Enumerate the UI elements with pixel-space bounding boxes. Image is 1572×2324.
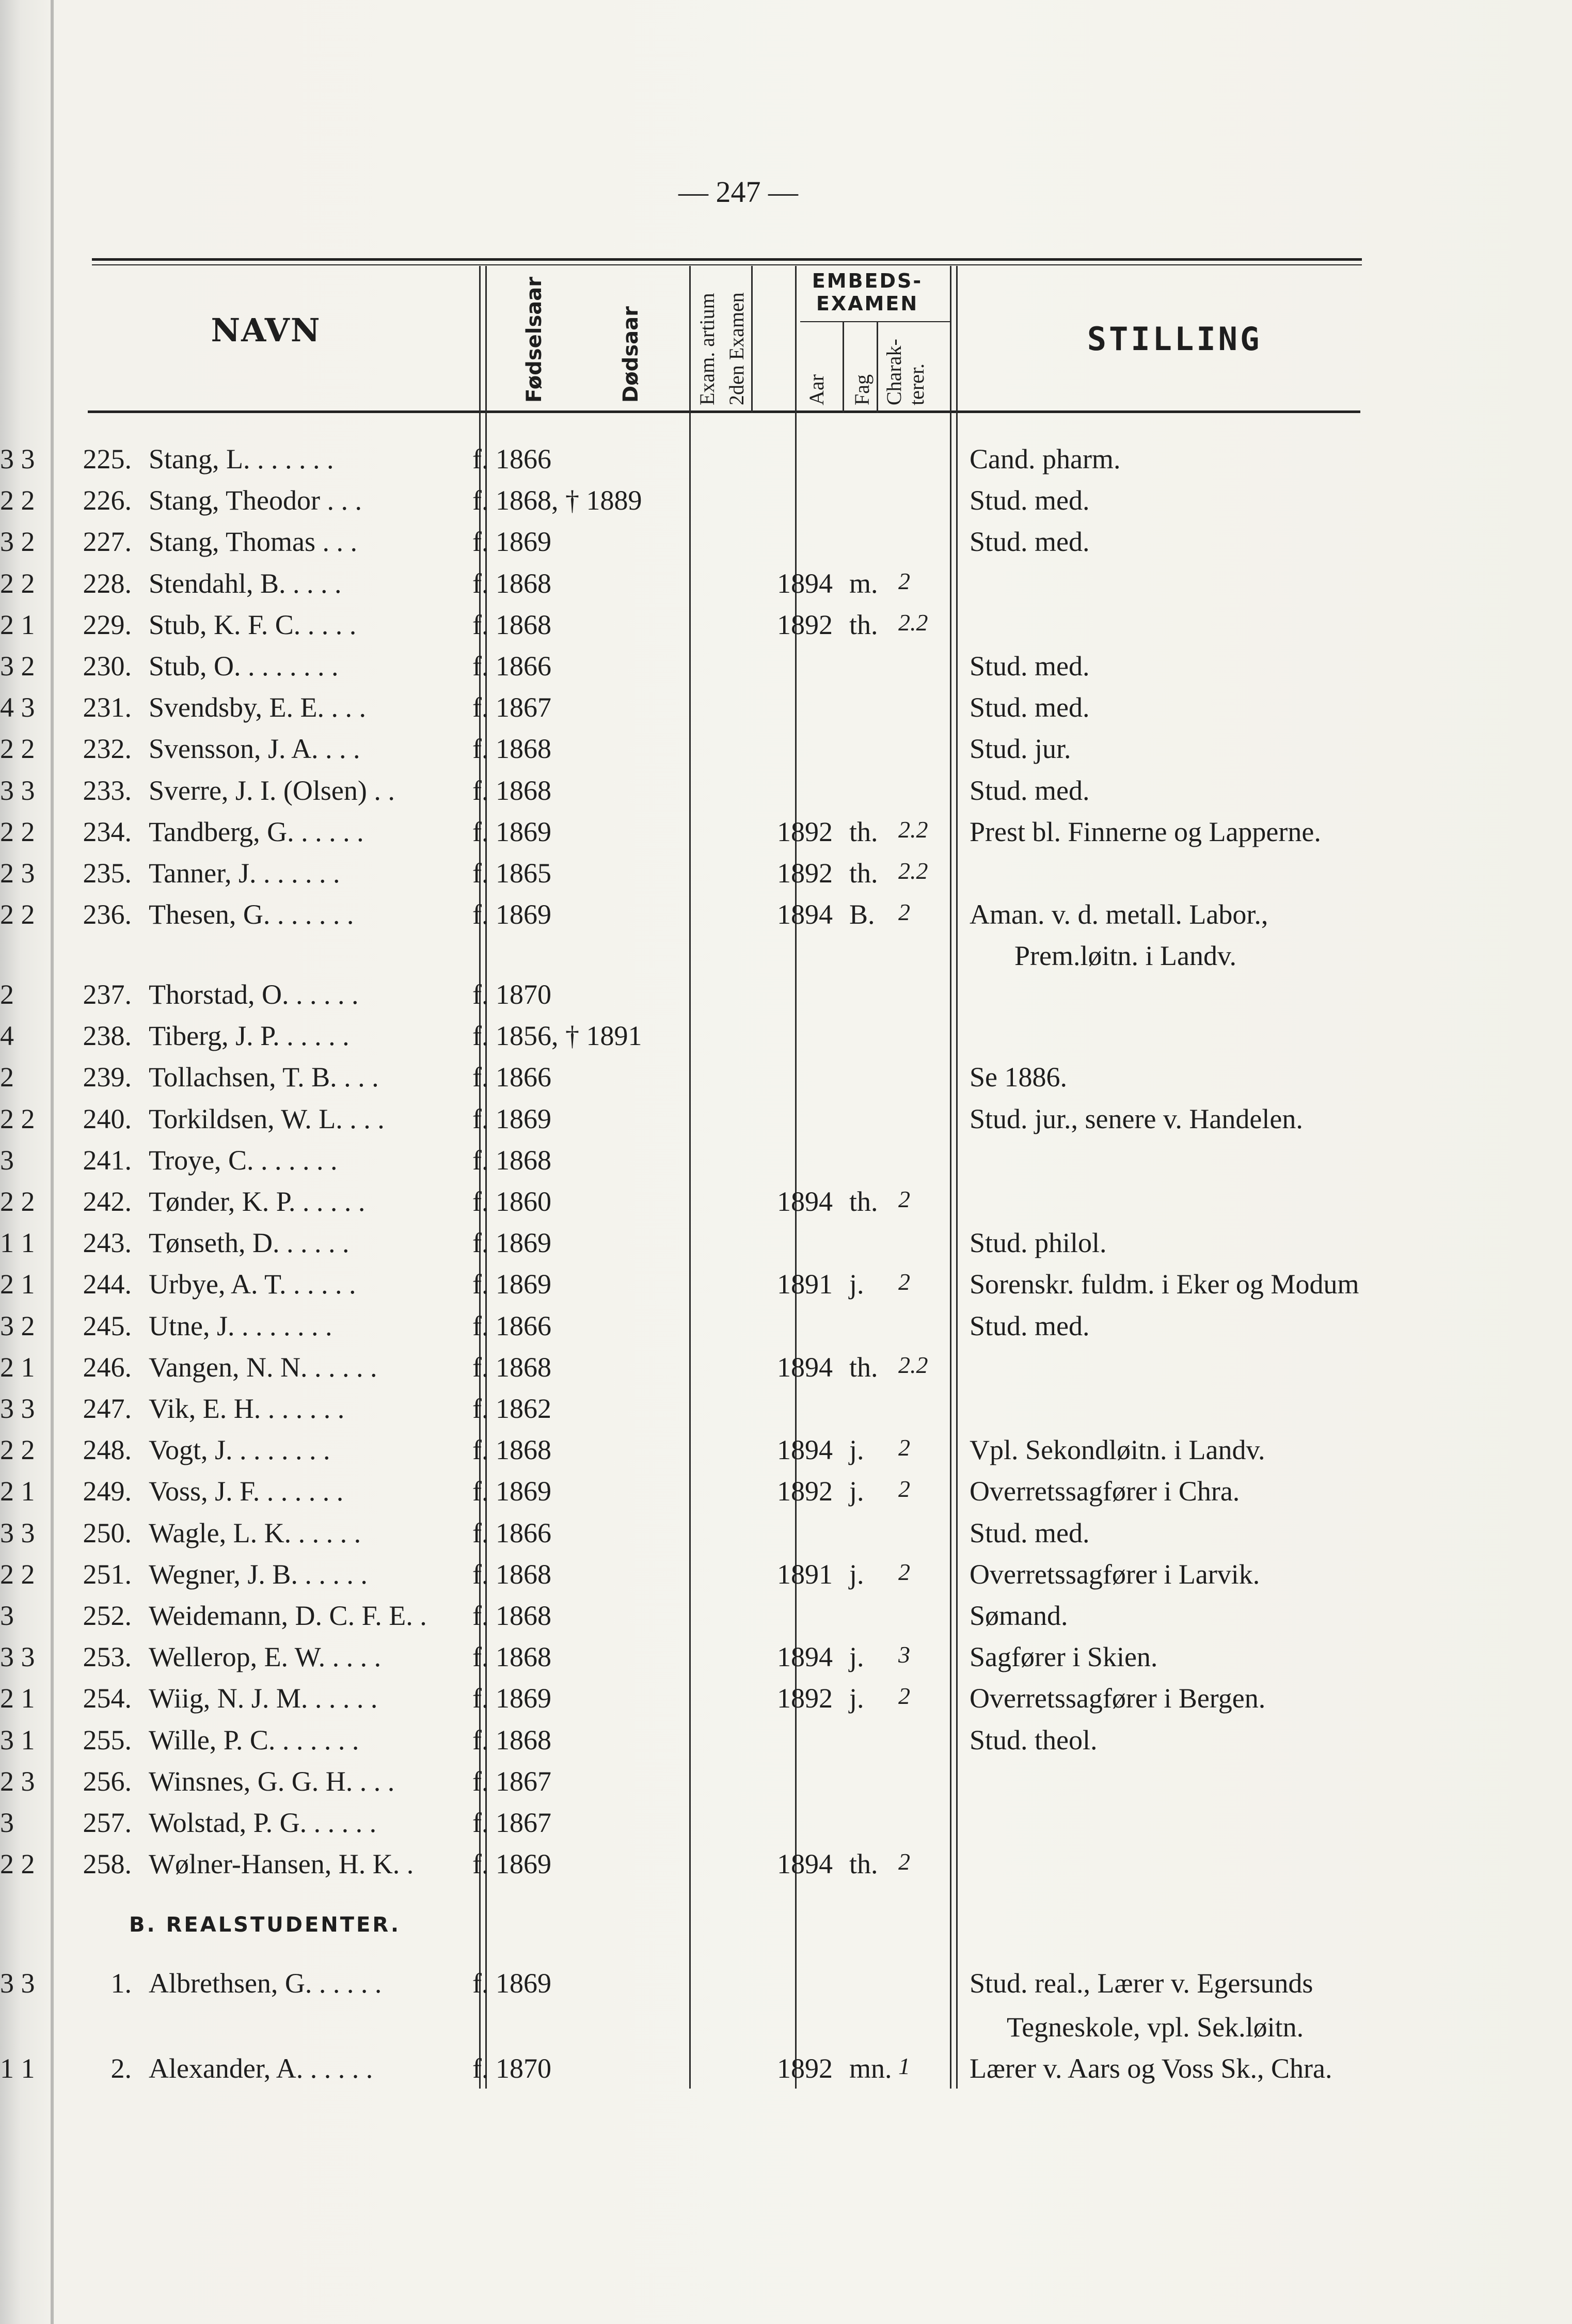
row-birth-death: f. 1868 xyxy=(472,1434,551,1466)
row-exam-grades: 3 3 xyxy=(0,1517,35,1548)
row-name: Wellerop, E. W. . . . . xyxy=(149,1641,382,1673)
row-name: Wiig, N. J. M. . . . . . xyxy=(149,1683,378,1714)
row-exam-subject: th. xyxy=(849,609,878,640)
header-top-rule-thin xyxy=(92,264,1362,265)
row-birth-death: f. 1868 xyxy=(472,1724,551,1756)
row-number: 248. xyxy=(83,1434,132,1466)
row-exam-grades: 2 2 xyxy=(0,816,35,847)
table-row xyxy=(0,1351,1572,1393)
row-name: Tønder, K. P. . . . . . xyxy=(149,1186,366,1217)
row-exam-year: 1892 xyxy=(777,816,833,847)
row-name: Wille, P. C. . . . . . . xyxy=(149,1724,359,1756)
row-exam-grades: 2 1 xyxy=(0,1683,35,1714)
table-row xyxy=(0,898,1572,940)
row-position: Stud. jur. xyxy=(970,733,1071,765)
row-number: 257. xyxy=(83,1807,132,1838)
table-row xyxy=(0,1061,1572,1102)
table-row xyxy=(0,1600,1572,1641)
table-row xyxy=(0,443,1572,484)
row-number: 250. xyxy=(83,1517,132,1548)
row-number: 251. xyxy=(83,1558,132,1590)
row-exam-grades: 3 3 xyxy=(0,444,35,475)
row-number: 256. xyxy=(83,1765,132,1797)
row-name: Tollachsen, T. B. . . . xyxy=(149,1062,379,1093)
row-position: Stud. med. xyxy=(970,1310,1090,1341)
row-name: Wølner-Hansen, H. K. . xyxy=(149,1848,414,1880)
row-number: 235. xyxy=(83,858,132,889)
row-exam-grade: 2.2 xyxy=(898,858,928,884)
row-number: 255. xyxy=(83,1724,132,1756)
row-name: Alexander, A. . . . . . xyxy=(149,2053,373,2084)
row-exam-grades: 3 3 xyxy=(0,1968,35,1999)
row-position: Stud. med. xyxy=(970,485,1090,516)
row-birth-death: f. 1868 xyxy=(472,567,551,599)
row-number: 254. xyxy=(83,1683,132,1714)
row-number: 241. xyxy=(83,1144,132,1176)
row-number: 237. xyxy=(83,979,132,1010)
row-birth-death: f. 1868 xyxy=(472,1558,551,1590)
table-row xyxy=(0,526,1572,567)
row-name: Utne, J. . . . . . . . xyxy=(149,1310,332,1341)
row-number: 225. xyxy=(83,444,132,475)
header-embeds-examen: EMBEDS- EXAMEN xyxy=(812,270,923,315)
column-rule xyxy=(877,321,878,413)
header-fodselsaar: Fødselsaar xyxy=(522,277,546,403)
row-exam-grades: 4 xyxy=(0,1020,14,1052)
row-name: Tiberg, J. P. . . . . . xyxy=(149,1020,350,1052)
row-number: 242. xyxy=(83,1186,132,1217)
row-exam-subject: th. xyxy=(849,1848,878,1880)
row-exam-year: 1894 xyxy=(777,899,833,930)
column-rule xyxy=(751,266,753,413)
row-number: 246. xyxy=(83,1351,132,1383)
row-birth-death: f. 1867 xyxy=(472,692,551,723)
header-bottom-rule xyxy=(88,410,1360,413)
row-position: Stud. jur., senere v. Handelen. xyxy=(970,1103,1303,1134)
row-exam-grade: 2 xyxy=(898,1476,910,1503)
table-row xyxy=(0,1227,1572,1268)
row-exam-grade: 3 xyxy=(898,1641,910,1668)
row-exam-grades: 2 2 xyxy=(0,1848,35,1880)
row-number: 231. xyxy=(83,692,132,723)
row-position: Aman. v. d. metall. Labor., xyxy=(970,899,1268,930)
row-exam-grades: 4 3 xyxy=(0,692,35,723)
row-number: 236. xyxy=(83,899,132,930)
row-position: Sømand. xyxy=(970,1600,1068,1631)
row-exam-year: 1892 xyxy=(777,1683,833,1714)
row-number: 252. xyxy=(83,1600,132,1631)
row-exam-grades: 1 1 xyxy=(0,1227,35,1259)
table-row xyxy=(0,1967,1572,2009)
row-number: 238. xyxy=(83,1020,132,1052)
header-fag: Fag xyxy=(850,374,874,405)
row-position: Stud. med. xyxy=(970,651,1090,682)
row-exam-subject: th. xyxy=(849,816,878,847)
row-exam-grades: 2 2 xyxy=(0,733,35,765)
header-charakterer: Charak- terer. xyxy=(882,339,928,405)
row-exam-subject: j. xyxy=(849,1269,864,1300)
row-name: Svensson, J. A. . . . xyxy=(149,733,360,765)
header-aar: Aar xyxy=(805,374,828,405)
row-position: Stud. theol. xyxy=(970,1724,1098,1756)
row-number: 258. xyxy=(83,1848,132,1880)
row-name: Troye, C. . . . . . . xyxy=(149,1144,338,1176)
table-row xyxy=(0,774,1572,816)
row-birth-death: f. 1868 xyxy=(472,774,551,806)
column-rule xyxy=(843,321,844,413)
table-row xyxy=(0,1103,1572,1144)
row-birth-death: f. 1860 xyxy=(472,1186,551,1217)
table-row xyxy=(0,1682,1572,1724)
table-row xyxy=(0,1765,1572,1807)
table-row xyxy=(0,567,1572,609)
row-exam-year: 1894 xyxy=(777,1351,833,1383)
row-exam-grade: 2 xyxy=(898,1434,910,1461)
row-exam-grades: 2 xyxy=(0,1062,14,1093)
row-birth-death: f. 1868 xyxy=(472,1144,551,1176)
row-exam-subject: th. xyxy=(849,1186,878,1217)
row-number: 240. xyxy=(83,1103,132,1134)
row-number: 245. xyxy=(83,1310,132,1341)
row-birth-death: f. 1865 xyxy=(472,858,551,889)
table-row xyxy=(0,1268,1572,1309)
row-birth-death: f. 1862 xyxy=(472,1393,551,1424)
row-birth-death: f. 1868 xyxy=(472,1600,551,1631)
row-exam-subject: j. xyxy=(849,1434,864,1466)
table-row xyxy=(0,1310,1572,1351)
row-exam-grade: 2.2 xyxy=(898,816,928,843)
row-number: 253. xyxy=(83,1641,132,1673)
header-dodsaar: Dødsaar xyxy=(619,306,643,403)
row-exam-grade: 2 xyxy=(898,899,910,926)
row-birth-death: f. 1869 xyxy=(472,816,551,847)
row-position: Overretssagfører i Bergen. xyxy=(970,1683,1266,1714)
row-exam-subject: B. xyxy=(849,899,875,930)
row-exam-grades: 2 2 xyxy=(0,567,35,599)
row-exam-grades: 2 1 xyxy=(0,1269,35,1300)
row-name: Vangen, N. N. . . . . . xyxy=(149,1351,377,1383)
row-exam-grades: 3 xyxy=(0,1144,14,1176)
row-exam-grades: 3 2 xyxy=(0,526,35,558)
table-row xyxy=(0,484,1572,526)
table-row xyxy=(0,733,1572,774)
row-birth-death: f. 1868 xyxy=(472,1641,551,1673)
row-number: 247. xyxy=(83,1393,132,1424)
row-name: Winsnes, G. G. H. . . . xyxy=(149,1765,395,1797)
row-birth-death: f. 1866 xyxy=(472,444,551,475)
row-birth-death: f. 1866 xyxy=(472,651,551,682)
row-birth-death: f. 1868 xyxy=(472,733,551,765)
row-exam-grades: 3 3 xyxy=(0,774,35,806)
row-number: 1. xyxy=(110,1968,132,1999)
row-birth-death: f. 1867 xyxy=(472,1807,551,1838)
row-exam-subject: j. xyxy=(849,1558,864,1590)
row-name: Wagle, L. K. . . . . . xyxy=(149,1517,361,1548)
row-birth-death: f. 1868, † 1889 xyxy=(472,485,642,516)
row-exam-grade: 2 xyxy=(898,1186,910,1212)
row-exam-grades: 3 2 xyxy=(0,651,35,682)
row-name: Voss, J. F. . . . . . . xyxy=(149,1476,344,1507)
row-exam-year: 1894 xyxy=(777,1641,833,1673)
row-number: 244. xyxy=(83,1269,132,1300)
row-birth-death: f. 1870 xyxy=(472,2053,551,2084)
row-birth-death: f. 1869 xyxy=(472,1269,551,1300)
header-top-rule xyxy=(92,258,1362,261)
row-position: Stud. med. xyxy=(970,1517,1090,1548)
row-exam-grades: 2 3 xyxy=(0,1765,35,1797)
row-position: Vpl. Sekondløitn. i Landv. xyxy=(970,1434,1265,1466)
row-number: 249. xyxy=(83,1476,132,1507)
row-position: Stud. med. xyxy=(970,774,1090,806)
row-position: Stud. real., Lærer v. Egersunds xyxy=(970,1968,1313,1999)
row-position: Lærer v. Aars og Voss Sk., Chra. xyxy=(970,2053,1332,2084)
row-number: 239. xyxy=(83,1062,132,1093)
row-exam-grades: 2 2 xyxy=(0,1103,35,1134)
row-position: Se 1886. xyxy=(970,1062,1067,1093)
row-exam-grades: 2 1 xyxy=(0,609,35,640)
row-birth-death: f. 1868 xyxy=(472,609,551,640)
row-name: Thorstad, O. . . . . . xyxy=(149,979,359,1010)
row-exam-grades: 1 1 xyxy=(0,2053,35,2084)
table-row xyxy=(0,1724,1572,1765)
header-stilling: STILLING xyxy=(1087,320,1262,358)
row-exam-grades: 2 2 xyxy=(0,1558,35,1590)
row-birth-death: f. 1869 xyxy=(472,1227,551,1259)
row-exam-grades: 3 xyxy=(0,1807,14,1838)
row-number: 226. xyxy=(83,485,132,516)
row-exam-grades: 2 2 xyxy=(0,899,35,930)
table-row xyxy=(0,1475,1572,1516)
row-number: 229. xyxy=(83,609,132,640)
table-row xyxy=(0,1807,1572,1848)
table-row xyxy=(0,650,1572,691)
row-exam-year: 1894 xyxy=(777,1434,833,1466)
row-exam-year: 1891 xyxy=(777,1558,833,1590)
table-row xyxy=(0,609,1572,650)
table-row xyxy=(0,1848,1572,1889)
row-exam-grades: 2 xyxy=(0,979,14,1010)
row-name: Stang, L. . . . . . . xyxy=(149,444,334,475)
row-birth-death: f. 1869 xyxy=(472,1683,551,1714)
table-row xyxy=(0,1517,1572,1558)
row-name: Urbye, A. T. . . . . . xyxy=(149,1269,356,1300)
row-exam-year: 1892 xyxy=(777,609,833,640)
row-position: Stud. philol. xyxy=(970,1227,1107,1259)
table-row xyxy=(0,1558,1572,1600)
row-name: Tønseth, D. . . . . . xyxy=(149,1227,350,1259)
row-exam-subject: th. xyxy=(849,1351,878,1383)
row-exam-year: 1894 xyxy=(777,1186,833,1217)
row-exam-year: 1891 xyxy=(777,1269,833,1300)
row-name: Stub, O. . . . . . . . xyxy=(149,651,339,682)
row-position: Sagfører i Skien. xyxy=(970,1641,1158,1673)
row-name: Stendahl, B. . . . . xyxy=(149,567,342,599)
row-birth-death: f. 1868 xyxy=(472,1351,551,1383)
table-row xyxy=(0,691,1572,733)
table-row xyxy=(0,1185,1572,1227)
section-b-title: B. REALSTUDENTER. xyxy=(129,1913,401,1937)
row-number: 228. xyxy=(83,567,132,599)
row-exam-grade: 2 xyxy=(898,567,910,594)
row-birth-death: f. 1870 xyxy=(472,979,551,1010)
row-exam-year: 1892 xyxy=(777,2053,833,2084)
row-exam-grades: 2 2 xyxy=(0,1434,35,1466)
row-birth-death: f. 1867 xyxy=(472,1765,551,1797)
row-birth-death: f. 1866 xyxy=(472,1310,551,1341)
row-exam-grades: 2 3 xyxy=(0,858,35,889)
row-exam-grades: 3 3 xyxy=(0,1641,35,1673)
header-navn: NAVN xyxy=(211,311,321,349)
row-exam-grade: 2 xyxy=(898,1683,910,1710)
row-number: 234. xyxy=(83,816,132,847)
row-number: 233. xyxy=(83,774,132,806)
row-number: 243. xyxy=(83,1227,132,1259)
row-exam-grades: 2 1 xyxy=(0,1476,35,1507)
row-exam-year: 1892 xyxy=(777,858,833,889)
row-birth-death: f. 1869 xyxy=(472,1968,551,1999)
row-birth-death: f. 1869 xyxy=(472,1103,551,1134)
row-name: Wolstad, P. G. . . . . . xyxy=(149,1807,377,1838)
row-exam-year: 1894 xyxy=(777,1848,833,1880)
row-name: Torkildsen, W. L. . . . xyxy=(149,1103,385,1134)
row-exam-grades: 2 2 xyxy=(0,1186,35,1217)
row-exam-grades: 3 3 xyxy=(0,1393,35,1424)
header-exam-artium: Exam. artium xyxy=(695,293,719,405)
row-exam-grade: 2 xyxy=(898,1558,910,1585)
row-name: Stang, Theodor . . . xyxy=(149,485,362,516)
table-row xyxy=(0,1641,1572,1682)
table-row xyxy=(0,1434,1572,1475)
row-name: Tanner, J. . . . . . . xyxy=(149,858,340,889)
row-exam-subject: j. xyxy=(849,1641,864,1673)
row-position: Stud. med. xyxy=(970,526,1090,558)
row-exam-subject: j. xyxy=(849,1683,864,1714)
row-name: Vik, E. H. . . . . . . xyxy=(149,1393,345,1424)
row-exam-year: 1892 xyxy=(777,1476,833,1507)
row-name: Albrethsen, G. . . . . . xyxy=(149,1968,382,1999)
row-birth-death: f. 1869 xyxy=(472,1476,551,1507)
table-row xyxy=(0,857,1572,898)
row-exam-subject: j. xyxy=(849,1476,864,1507)
row-number: 227. xyxy=(83,526,132,558)
row-birth-death: f. 1869 xyxy=(472,899,551,930)
page-number: — 247 — xyxy=(678,175,798,209)
row-position: Prest bl. Finnerne og Lapperne. xyxy=(970,816,1321,847)
row-name: Vogt, J. . . . . . . . xyxy=(149,1434,330,1466)
row-birth-death: f. 1866 xyxy=(472,1062,551,1093)
row-exam-subject: m. xyxy=(849,567,878,599)
row-exam-grades: 3 1 xyxy=(0,1724,35,1756)
row-position: Cand. pharm. xyxy=(970,444,1121,475)
row-number: 230. xyxy=(83,651,132,682)
row-name: Tandberg, G. . . . . . xyxy=(149,816,364,847)
row-number: 232. xyxy=(83,733,132,765)
row-exam-grades: 3 2 xyxy=(0,1310,35,1341)
row-exam-grades: 3 xyxy=(0,1600,14,1631)
header-anden-examen: 2den Examen xyxy=(725,292,748,405)
row-exam-year: 1894 xyxy=(777,567,833,599)
table-row xyxy=(0,2052,1572,2094)
row-exam-grades: 2 2 xyxy=(0,485,35,516)
row-exam-grade: 2.2 xyxy=(898,1351,928,1378)
table-row xyxy=(0,1020,1572,1061)
table-row xyxy=(0,1144,1572,1185)
row-exam-subject: th. xyxy=(849,858,878,889)
row-name: Thesen, G. . . . . . . xyxy=(149,899,354,930)
row-birth-death: f. 1869 xyxy=(472,1848,551,1880)
row-position: Stud. med. xyxy=(970,692,1090,723)
row-position: Overretssagfører i Chra. xyxy=(970,1476,1240,1507)
row-exam-grade: 2.2 xyxy=(898,609,928,636)
row-name: Svendsby, E. E. . . . xyxy=(149,692,366,723)
row-name: Wegner, J. B. . . . . . xyxy=(149,1558,368,1590)
row-birth-death: f. 1856, † 1891 xyxy=(472,1020,642,1052)
row-birth-death: f. 1866 xyxy=(472,1517,551,1548)
table-row xyxy=(0,978,1572,1020)
row-position: Overretssagfører i Larvik. xyxy=(970,1558,1260,1590)
table-row xyxy=(0,1393,1572,1434)
row-number: 2. xyxy=(110,2053,132,2084)
row-name: Weidemann, D. C. F. E. . xyxy=(149,1600,427,1631)
row-position: Sorenskr. fuldm. i Eker og Modum xyxy=(970,1269,1359,1300)
row-exam-grade: 1 xyxy=(898,2053,910,2079)
row-exam-grades: 2 1 xyxy=(0,1351,35,1383)
row-exam-grade: 2 xyxy=(898,1269,910,1295)
section-b-row-1-continuation: Tegneskole, vpl. Sek.løitn. xyxy=(1007,2012,1304,2043)
embeds-divider xyxy=(800,321,951,322)
row-name: Sverre, J. I. (Olsen) . . xyxy=(149,774,395,806)
row-exam-subject: mn. xyxy=(849,2053,892,2084)
table-row xyxy=(0,816,1572,857)
row-name: Stang, Thomas . . . xyxy=(149,526,357,558)
row-birth-death: f. 1869 xyxy=(472,526,551,558)
row-name: Stub, K. F. C. . . . . xyxy=(149,609,357,640)
row-exam-grade: 2 xyxy=(898,1848,910,1875)
row-236-continuation: Prem.løitn. i Landv. xyxy=(1014,940,1236,971)
